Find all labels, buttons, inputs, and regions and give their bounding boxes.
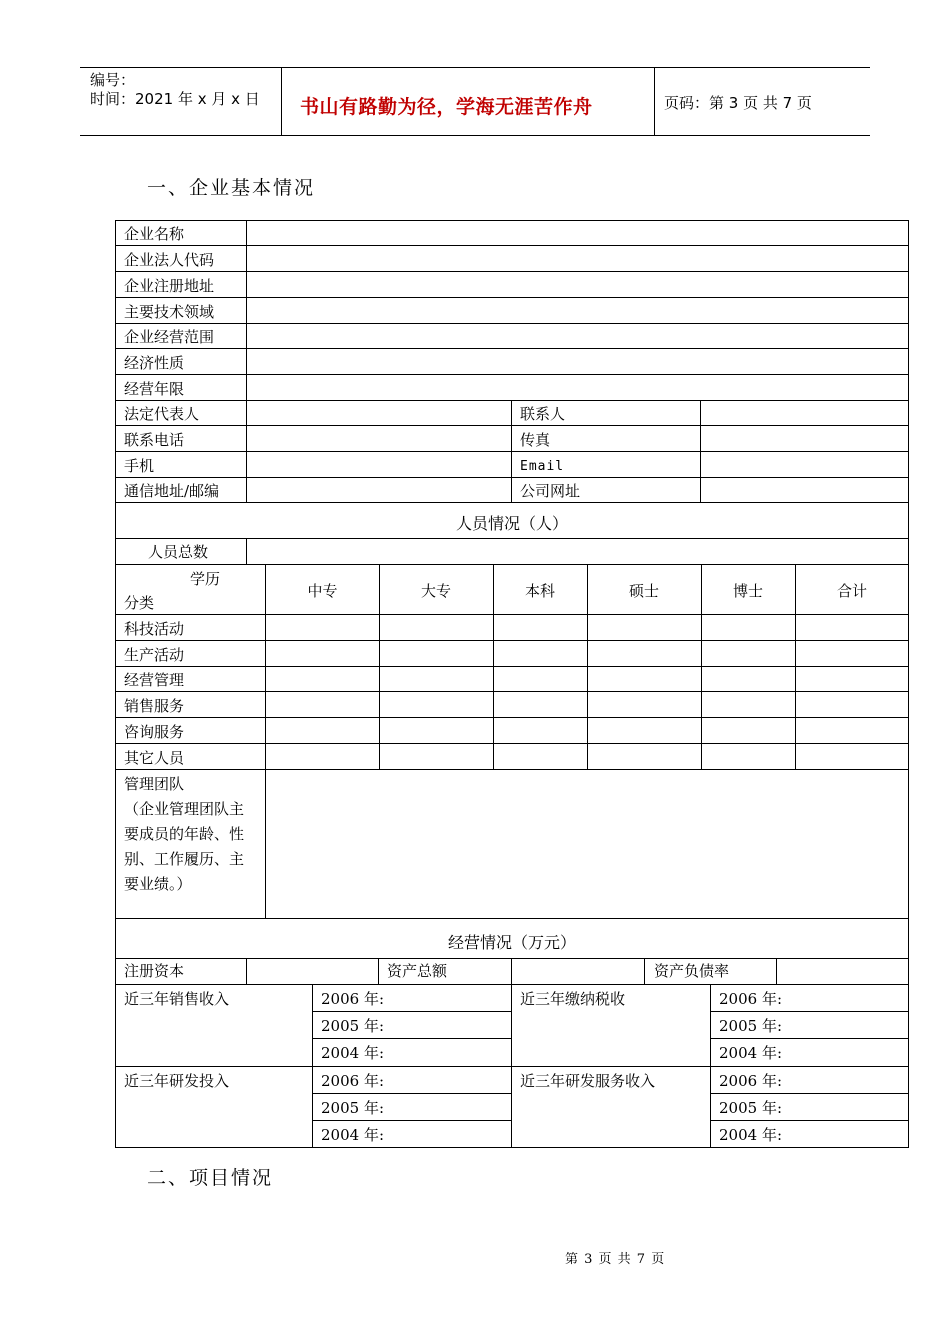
team-label-line: 要业绩。） [124, 875, 192, 893]
row-rule [710, 1011, 909, 1012]
table-border [115, 220, 116, 1148]
row-rule [312, 1011, 512, 1012]
operations-heading: 经营情况（万元） [447, 933, 576, 952]
row-label-production: 生产活动 [124, 646, 185, 664]
header-divider [281, 67, 282, 136]
field-legal-representative[interactable] [247, 401, 511, 425]
row-rule [115, 918, 909, 919]
year-label-2005: 2005 年: [719, 1099, 782, 1117]
row-label-other-staff: 其它人员 [124, 749, 185, 767]
row-label-rd-activity: 科技活动 [124, 620, 185, 638]
field-management-team[interactable] [266, 770, 908, 917]
field-operating-years[interactable] [247, 375, 908, 400]
team-label-title: 管理团队 [124, 775, 185, 793]
label-website: 公司网址 [520, 482, 581, 500]
field-total-assets[interactable] [512, 959, 644, 984]
page-footer: 第 3 页 共 7 页 [565, 1252, 666, 1267]
label-mobile: 手机 [124, 457, 155, 475]
year-label-2006: 2006 年: [321, 1072, 384, 1090]
column-header-junior-college: 大专 [420, 582, 451, 600]
row-rule [115, 743, 909, 744]
label-email: Email [520, 459, 565, 474]
field-fax[interactable] [701, 426, 908, 451]
row-label-consulting: 咨询服务 [124, 723, 185, 741]
header-bottom-rule [80, 135, 870, 136]
field-tech-field[interactable] [247, 298, 908, 323]
field-total-staff[interactable] [247, 539, 908, 564]
team-label-line: 要成员的年龄、性 [124, 825, 245, 843]
section-title-basic-info: 一、企业基本情况 [147, 177, 316, 199]
label-total-staff: 人员总数 [148, 543, 209, 561]
field-mobile[interactable] [247, 452, 511, 477]
year-label-2004: 2004 年: [321, 1126, 384, 1144]
year-label-2005: 2005 年: [321, 1017, 384, 1035]
row-rule [710, 1038, 909, 1039]
year-label-2004: 2004 年: [719, 1044, 782, 1062]
row-rule [115, 640, 909, 641]
enterprise-info-form [115, 220, 909, 1148]
year-label-2006: 2006 年: [719, 1072, 782, 1090]
team-label-line: 别、工作履历、主 [124, 850, 245, 868]
label-contact-person: 联系人 [520, 405, 566, 423]
year-label-2006: 2006 年: [321, 990, 384, 1008]
row-rule [115, 502, 909, 503]
column-header-master: 硕士 [628, 582, 659, 600]
field-debt-ratio[interactable] [777, 959, 908, 984]
field-contact-person[interactable] [701, 401, 908, 425]
row-rule [115, 564, 909, 565]
label-tech-field: 主要技术领域 [124, 303, 215, 321]
label-mailing-address: 通信地址/邮编 [124, 482, 220, 500]
row-rule [115, 717, 909, 718]
label-rd-service-revenue: 近三年研发服务收入 [520, 1072, 656, 1090]
label-phone: 联系电话 [124, 431, 185, 449]
header-divider [654, 67, 655, 136]
label-debt-ratio: 资产负债率 [654, 962, 730, 980]
label-rd-investment: 近三年研发投入 [124, 1072, 230, 1090]
row-rule [115, 614, 909, 615]
year-label-2004: 2004 年: [321, 1044, 384, 1062]
label-economic-nature: 经济性质 [124, 354, 185, 372]
field-registered-address[interactable] [247, 272, 908, 297]
row-label-management: 经营管理 [124, 671, 185, 689]
header-motto: 书山有路勤为径，学海无涯苦作舟 [300, 96, 593, 118]
row-label-sales-service: 销售服务 [124, 697, 185, 715]
field-phone[interactable] [247, 426, 511, 451]
table-border [908, 220, 909, 1148]
row-rule [115, 691, 909, 692]
label-fax: 传真 [520, 431, 551, 449]
document-number-label: 编号： [90, 71, 136, 89]
label-registered-address: 企业注册地址 [124, 277, 215, 295]
corner-label-education: 学历 [190, 570, 221, 588]
column-header-bachelor: 本科 [524, 582, 555, 600]
column-header-total: 合计 [836, 582, 867, 600]
row-rule [312, 1093, 512, 1094]
field-economic-nature[interactable] [247, 349, 908, 374]
field-website[interactable] [701, 478, 908, 502]
column-header-secondary-tech: 中专 [307, 582, 338, 600]
label-sales-revenue: 近三年销售收入 [124, 990, 230, 1008]
label-taxes-paid: 近三年缴纳税收 [520, 990, 626, 1008]
row-rule [115, 984, 909, 985]
field-enterprise-name[interactable] [247, 221, 908, 245]
year-label-2006: 2006 年: [719, 990, 782, 1008]
page-indicator: 页码：第 3 页 共 7 页 [664, 94, 812, 112]
row-rule [312, 1120, 512, 1121]
year-label-2005: 2005 年: [719, 1017, 782, 1035]
label-legal-representative: 法定代表人 [124, 405, 200, 423]
field-business-scope[interactable] [247, 324, 908, 348]
label-legal-code: 企业法人代码 [124, 251, 215, 269]
label-operating-years: 经营年限 [124, 380, 185, 398]
field-legal-code[interactable] [247, 246, 908, 271]
label-registered-capital: 注册资本 [124, 962, 185, 980]
field-email[interactable] [701, 452, 908, 477]
row-rule [312, 1038, 512, 1039]
label-business-scope: 企业经营范围 [124, 328, 215, 346]
column-header-doctor: 博士 [732, 582, 763, 600]
row-rule [710, 1120, 909, 1121]
column-rule [644, 958, 645, 984]
label-total-assets: 资产总额 [387, 962, 448, 980]
field-mailing-address[interactable] [247, 478, 511, 502]
column-rule [378, 958, 379, 984]
column-rule [511, 400, 512, 502]
row-rule [115, 1066, 909, 1067]
row-rule [115, 666, 909, 667]
year-label-2004: 2004 年: [719, 1126, 782, 1144]
year-label-2005: 2005 年: [321, 1099, 384, 1117]
header-top-rule [80, 67, 870, 68]
field-registered-capital[interactable] [247, 959, 378, 984]
row-rule [710, 1093, 909, 1094]
table-border [115, 1147, 909, 1148]
team-label-line: （企业管理团队主 [124, 800, 245, 818]
corner-label-category: 分类 [124, 594, 155, 612]
section-title-projects: 二、项目情况 [147, 1167, 274, 1189]
personnel-heading: 人员情况（人） [455, 514, 568, 533]
document-time-label: 时间：2021 年 x 月 x 日 [90, 90, 260, 108]
label-enterprise-name: 企业名称 [124, 225, 185, 243]
